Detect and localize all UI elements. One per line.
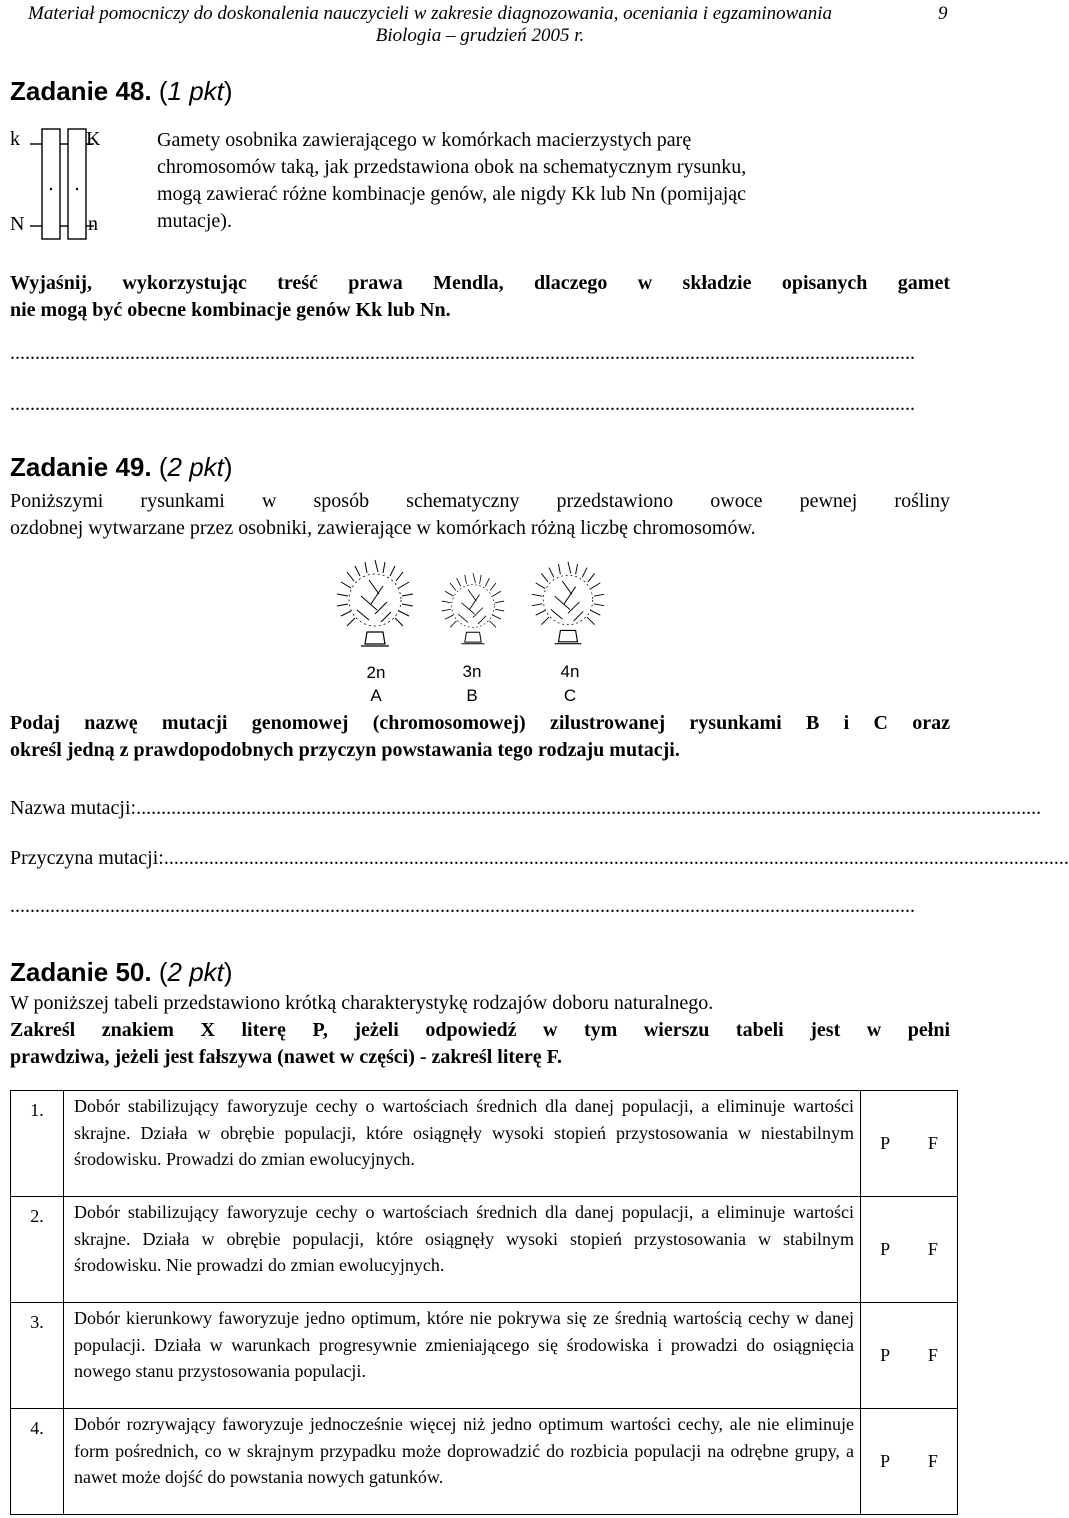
- instruction-line: Zakreśl znakiem X literę P, jeżeli odpowiedź w tym wierszu tabeli jest w pełni: [10, 1019, 950, 1041]
- answer-choices: [861, 1409, 958, 1515]
- task-49-description: [10, 488, 950, 542]
- row-statement: Dobór kierunkowy faworyzuje jedno optimum, które nie pokrywa się ze średnią wartością cechy w danej populacji. Działa w warunkach progresywnie zmieniającego się środowiska i prowadzi do osiągnięcia nowego stanu przystosowania populacji.: [64, 1303, 861, 1409]
- task-title-text: Zadanie 49.: [10, 452, 152, 482]
- row-number: 1.: [11, 1091, 64, 1197]
- mutation-cause-dots: .....................................................................................................................................................................................: [163, 847, 1069, 869]
- row-number: 4.: [11, 1409, 64, 1515]
- row-statement: Dobór stabilizujący faworyzuje cechy o wartościach średnich dla danej populacji, a eliminuje wartości skrajne. Działa w obrębie populacji, które osiągnęły wysoki stopień przystosowania w niestabilnym środowisku. Prowadzi do zmian ewolucyjnych.: [64, 1091, 861, 1197]
- task-50-title: [10, 957, 233, 988]
- task-50-instruction: [10, 1017, 950, 1071]
- task-points: (1 pkt): [158, 76, 233, 106]
- mutation-name-dots: .....................................................................................................................................................................................: [136, 797, 1042, 819]
- task-points: (2 pkt): [158, 452, 233, 482]
- figure-A-ploidy: 2n: [366, 663, 386, 682]
- answer-choices: [861, 1197, 958, 1303]
- choice-f[interactable]: F: [927, 1451, 938, 1472]
- table-row: [11, 1303, 958, 1409]
- mutation-cause-line-2[interactable]: .....................................................................................................................................................................................: [10, 895, 915, 917]
- mutation-name-field[interactable]: [10, 795, 1042, 822]
- question-line: Podaj nazwę mutacji genomowej (chromosomowej) zilustrowanej rysunkami B i C oraz: [10, 712, 950, 734]
- fruit-C: [532, 562, 604, 644]
- mutation-name-label: Nazwa mutacji:: [10, 797, 137, 819]
- row-statement: Dobór stabilizujący faworyzuje cechy o wartościach średnich dla danej populacji, a eliminuje wartości skrajne. Działa w obrębie populacji, które osiągnęły wysoki stopień przystosowania w stabilnym środowisku. Nie prowadzi do zmian ewolucyjnych.: [64, 1197, 861, 1303]
- question-line: Wyjaśnij, wykorzystując treść prawa Mendla, dlaczego w składzie opisanych gamet: [10, 272, 950, 294]
- task-48-question: [10, 270, 950, 324]
- selection-table: [10, 1090, 958, 1515]
- description-line: Poniższymi rysunkami w sposób schematyczny przedstawiono owoce pewnej rośliny: [10, 490, 950, 512]
- gene-label-k: k: [10, 128, 20, 150]
- task-48-title: [10, 76, 233, 107]
- description-line: Gamety osobnika zawierającego w komórkach macierzystych parę: [157, 129, 692, 151]
- chromosome-drawing: [8, 126, 138, 246]
- chromosome-pair-diagram: [8, 126, 138, 246]
- instruction-line: prawdziwa, jeżeli jest fałszywa (nawet w części) - zakreśl literę F.: [10, 1046, 563, 1068]
- choice-p[interactable]: P: [880, 1451, 890, 1472]
- fruit-A: [337, 560, 413, 646]
- table-row: [11, 1197, 958, 1303]
- row-statement: Dobór rozrywający faworyzuje jednocześnie więcej niż jedno optimum wartości cechy, ale nie eliminuje form pośrednich, co w skrajnym przypadku może doprowadzić do rozbicia populacji na odrębne grupy, a nawet może dojść do powstania nowych gatunków.: [64, 1409, 861, 1515]
- choice-f[interactable]: F: [927, 1133, 938, 1154]
- figure-B-letter: B: [466, 686, 478, 705]
- fruit-B: [442, 573, 504, 644]
- description-line: mogą zawierać różne kombinacje genów, ale nigdy Kk lub Nn (pomijając: [157, 183, 747, 205]
- gene-label-N: N: [10, 213, 25, 235]
- choice-p[interactable]: P: [880, 1133, 890, 1154]
- table-row: [11, 1091, 958, 1197]
- answer-choices: [861, 1091, 958, 1197]
- figure-B-ploidy: 3n: [462, 662, 482, 681]
- row-number: 2.: [11, 1197, 64, 1303]
- task-50-intro: W poniższej tabeli przedstawiono krótką charakterystykę rodzajów doboru naturalnego.: [10, 992, 714, 1014]
- task-49-title: [10, 452, 233, 483]
- answer-line-2[interactable]: .....................................................................................................................................................................................: [10, 393, 915, 415]
- fruit-figures: [320, 548, 620, 658]
- table-row: [11, 1409, 958, 1515]
- task-points: (2 pkt): [158, 957, 233, 987]
- task-48-description: [157, 127, 947, 235]
- figure-C-ploidy: 4n: [560, 662, 580, 681]
- gene-label-K: K: [86, 128, 101, 150]
- figure-A-letter: A: [370, 686, 382, 705]
- gene-label-n: n: [88, 213, 98, 235]
- choice-f[interactable]: F: [927, 1239, 938, 1260]
- figure-C-letter: C: [563, 686, 577, 705]
- mutation-cause-field[interactable]: [10, 845, 1069, 872]
- answer-line-1[interactable]: .....................................................................................................................................................................................: [10, 342, 915, 364]
- mutation-cause-label: Przyczyna mutacji:: [10, 847, 164, 869]
- question-line: określ jedną z prawdopodobnych przyczyn powstawania tego rodzaju mutacji.: [10, 739, 680, 761]
- choice-f[interactable]: F: [927, 1345, 938, 1366]
- task-title-text: Zadanie 48.: [10, 76, 152, 106]
- task-49-question: [10, 710, 950, 764]
- row-number: 3.: [11, 1303, 64, 1409]
- header-line-1: Materiał pomocniczy do doskonalenia nauczycieli w zakresie diagnozowania, oceniania i egzaminowania: [28, 3, 833, 24]
- header-line-2: Biologia – grudzień 2005 r.: [375, 25, 585, 46]
- description-line: ozdobnej wytwarzane przez osobniki, zawierające w komórkach różną liczbę chromosomów.: [10, 517, 756, 539]
- description-line: chromosomów taką, jak przedstawiona obok na schematycznym rysunku,: [157, 156, 747, 178]
- question-line: nie mogą być obecne kombinacje genów Kk lub Nn.: [10, 299, 451, 321]
- task-title-text: Zadanie 50.: [10, 957, 152, 987]
- page-number: 9: [938, 3, 948, 24]
- answer-choices: [861, 1303, 958, 1409]
- choice-p[interactable]: P: [880, 1345, 890, 1366]
- description-line: mutacje).: [157, 210, 232, 232]
- choice-p[interactable]: P: [880, 1239, 890, 1260]
